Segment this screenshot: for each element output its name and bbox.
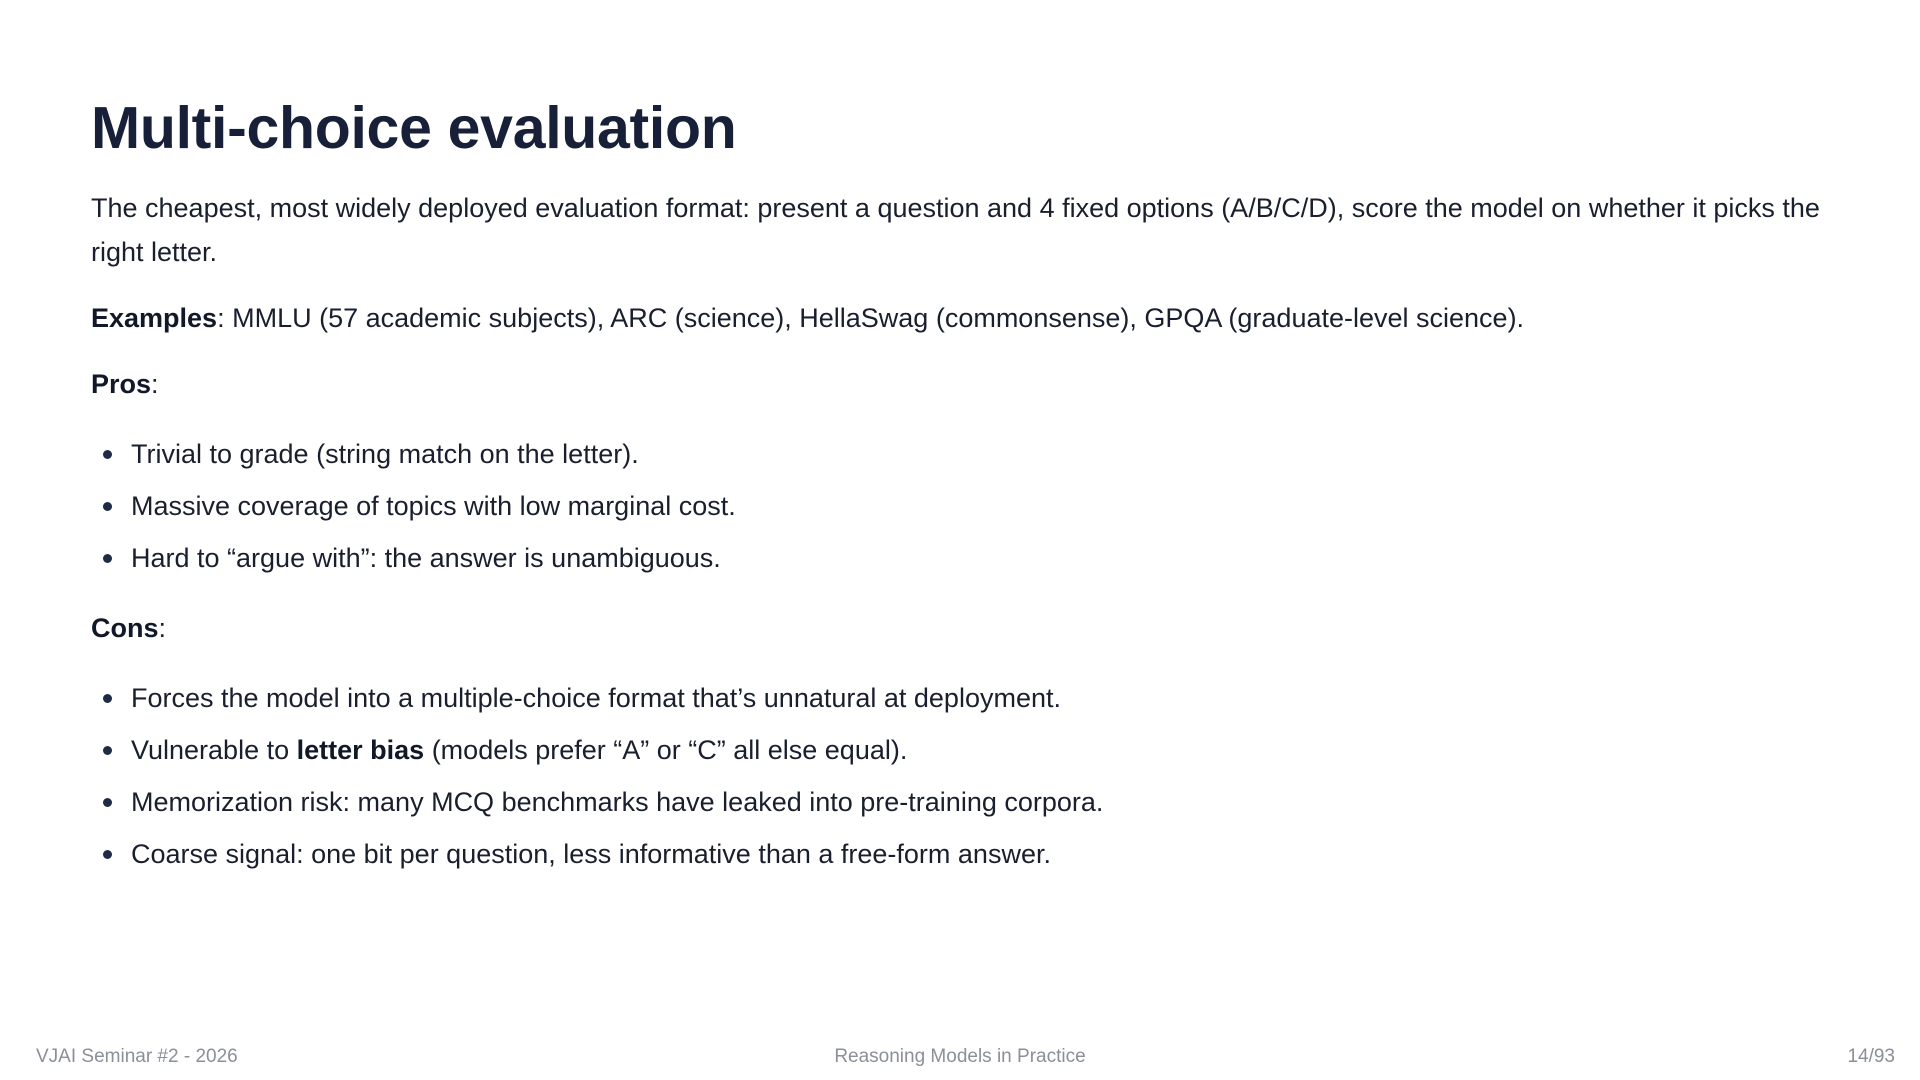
list-item <box>91 828 1851 880</box>
cons-colon: : <box>158 613 167 643</box>
list-item <box>91 532 1851 584</box>
cons-label: Cons <box>91 613 159 643</box>
slide-title: Multi-choice evaluation <box>91 95 737 161</box>
pros-label: Pros <box>91 369 152 399</box>
cons-item-text: Coarse signal: one bit per question, less informative than a free-form answer. <box>131 839 1051 869</box>
cons-item-text: Memorization risk: many MCQ benchmarks have leaked into pre-training corpora. <box>131 787 1104 817</box>
cons-item-text: Forces the model into a multiple-choice format that’s unnatural at deployment. <box>131 683 1061 713</box>
cons-list <box>91 672 1851 880</box>
examples-label: Examples <box>91 303 218 333</box>
bullet-icon <box>103 502 112 511</box>
footer-deck-title: Reasoning Models in Practice <box>834 1046 1086 1067</box>
footer-seminar-label: VJAI Seminar #2 - 2026 <box>36 1046 238 1067</box>
bullet-icon <box>103 798 112 807</box>
intro-paragraph: The cheapest, most widely deployed evaluation format: present a question and 4 fixed options (A/B/C/D), score the model on whether it picks the right letter. <box>91 193 1820 267</box>
list-item <box>91 428 1851 480</box>
examples-text: : MMLU (57 academic subjects), ARC (science), HellaSwag (commonsense), GPQA (graduate-level science). <box>217 303 1525 333</box>
pros-item-text: Hard to “argue with”: the answer is unambiguous. <box>131 543 721 573</box>
list-item <box>91 672 1851 724</box>
list-item <box>91 776 1851 828</box>
bullet-icon <box>103 694 112 703</box>
list-item <box>91 724 1851 776</box>
pros-item-text: Massive coverage of topics with low marginal cost. <box>131 491 736 521</box>
examples-paragraph <box>91 296 1851 340</box>
pros-heading <box>91 362 1851 406</box>
cons-heading <box>91 606 1851 650</box>
footer-page-number: 14/93 <box>1847 1046 1895 1067</box>
list-item <box>91 480 1851 532</box>
cons-item-after: (models prefer “A” or “C” all else equal). <box>424 735 908 765</box>
cons-item-before: Vulnerable to <box>131 735 297 765</box>
bullet-icon <box>103 450 112 459</box>
pros-item-text: Trivial to grade (string match on the letter). <box>131 439 639 469</box>
bullet-icon <box>103 746 112 755</box>
bullet-icon <box>103 554 112 563</box>
slide-content <box>91 92 1851 880</box>
pros-colon: : <box>151 369 159 399</box>
bullet-icon <box>103 850 112 859</box>
pros-list <box>91 428 1851 584</box>
letter-bias-term: letter bias <box>296 735 425 765</box>
